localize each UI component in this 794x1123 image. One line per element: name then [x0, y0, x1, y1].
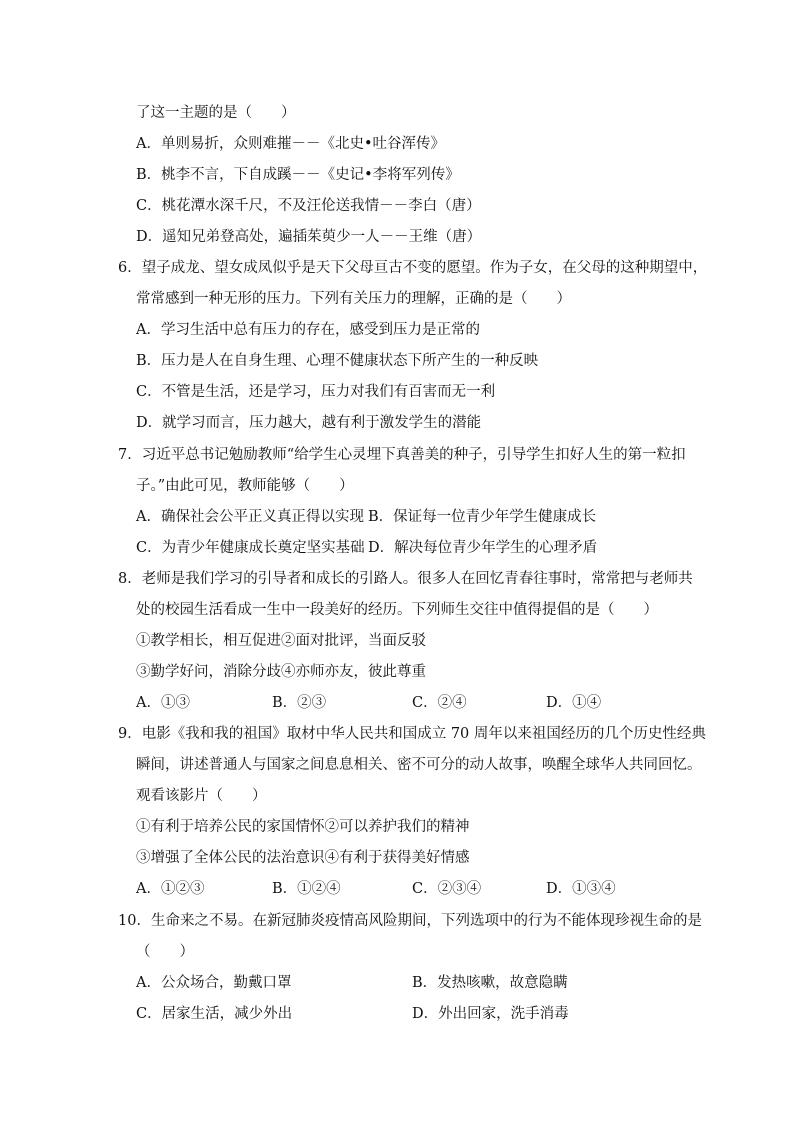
q10-stem-line1: 10．生命来之不易。在新冠肺炎疫情高风险期间，下列选项中的行为不能体现珍视生命的是	[118, 913, 702, 929]
q5-option-d: D．遥知兄弟登高处，遍插茱萸少一人－－王维（唐）	[136, 229, 482, 245]
q9-option-a: A．①②③	[136, 881, 205, 897]
q6-option-b: B．压力是人在自身生理、心理不健康状态下所产生的一种反映	[136, 353, 539, 369]
q5-option-a: A．单则易折，众则难摧－－《北史•吐谷浑传》	[136, 136, 446, 152]
q6-option-a: A．学习生活中总有压力的存在，感受到压力是正常的	[136, 322, 480, 338]
q5-stem-end: 了这一主题的是（ ）	[136, 105, 296, 121]
q6-option-d: D．就学习而言，压力越大，越有利于激发学生的潜能	[136, 415, 482, 431]
q10-option-c: C．居家生活，减少外出	[136, 1006, 293, 1022]
q9-stem-line1: 9．电影《我和我的祖国》取材中华人民共和国成立 70 周年以来祖国经历的几个历史性经典	[118, 726, 706, 742]
q8-items-line1: ①教学相长，相互促进②面对批评，当面反驳	[136, 633, 426, 649]
q7-option-c: C．为青少年健康成长奠定坚实基础	[136, 540, 365, 556]
q8-stem-line2: 处的校园生活看成一生中一段美好的经历。下列师生交往中值得提倡的是（ ）	[136, 602, 658, 618]
q5-option-b: B．桃李不言，下自成蹊－－《史记•李将军列传》	[136, 167, 460, 183]
q7-option-a: A．确保社会公平正义真正得以实现	[136, 509, 364, 525]
q8-option-a: A．①③	[136, 695, 190, 711]
q7-stem-line1: 7．习近平总书记勉励教师“给学生心灵埋下真善美的种子，引导学生扣好人生的第一粒扣	[118, 447, 686, 463]
q10-option-a: A．公众场合，勤戴口罩	[136, 975, 292, 991]
q10-stem-line2: （ ）	[136, 944, 194, 960]
q7-option-d: D．解决每位青少年学生的心理矛盾	[368, 540, 598, 556]
q9-option-b: B．①②④	[272, 881, 341, 897]
q9-stem-line2: 瞬间，讲述普通人与国家之间息息相关、密不可分的动人故事，唤醒全球华人共同回忆。	[136, 757, 702, 773]
q9-items-line2: ③增强了全体公民的法治意识④有利于获得美好情感	[136, 850, 470, 866]
q6-stem-line1: 6．望子成龙、望女成凤似乎是天下父母亘古不变的愿望。作为子女，在父母的这种期望中，	[118, 260, 708, 276]
q9-items-line1: ①有利于培养公民的家国情怀②可以养护我们的精神	[136, 819, 470, 835]
q6-stem-line2: 常常感到一种无形的压力。下列有关压力的理解，正确的是（ ）	[136, 291, 571, 307]
q10-option-d: D．外出回家，洗手消毒	[412, 1006, 569, 1022]
q9-option-c: C．②③④	[412, 881, 482, 897]
q9-stem-line3: 观看该影片（ ）	[136, 788, 267, 804]
q8-stem-line1: 8．老师是我们学习的引导者和成长的引路人。很多人在回忆青春往事时，常常把与老师共	[118, 571, 693, 587]
q6-option-c: C．不管是生活，还是学习，压力对我们有百害而无一利	[136, 384, 496, 400]
q7-option-b: B．保证每一位青少年学生健康成长	[368, 509, 597, 525]
q7-stem-line2: 子。”由此可见，教师能够（ ）	[136, 478, 354, 494]
q8-option-c: C．②④	[412, 695, 467, 711]
q5-option-c: C．桃花潭水深千尺，不及汪伦送我情－－李白（唐）	[136, 198, 481, 214]
q8-option-d: D．①④	[546, 695, 602, 711]
q9-option-d: D．①③④	[546, 881, 616, 897]
q8-option-b: B．②③	[272, 695, 327, 711]
q10-option-b: B．发热咳嗽，故意隐瞒	[412, 975, 568, 991]
q8-items-line2: ③勤学好问，消除分歧④亦师亦友，彼此尊重	[136, 664, 426, 680]
